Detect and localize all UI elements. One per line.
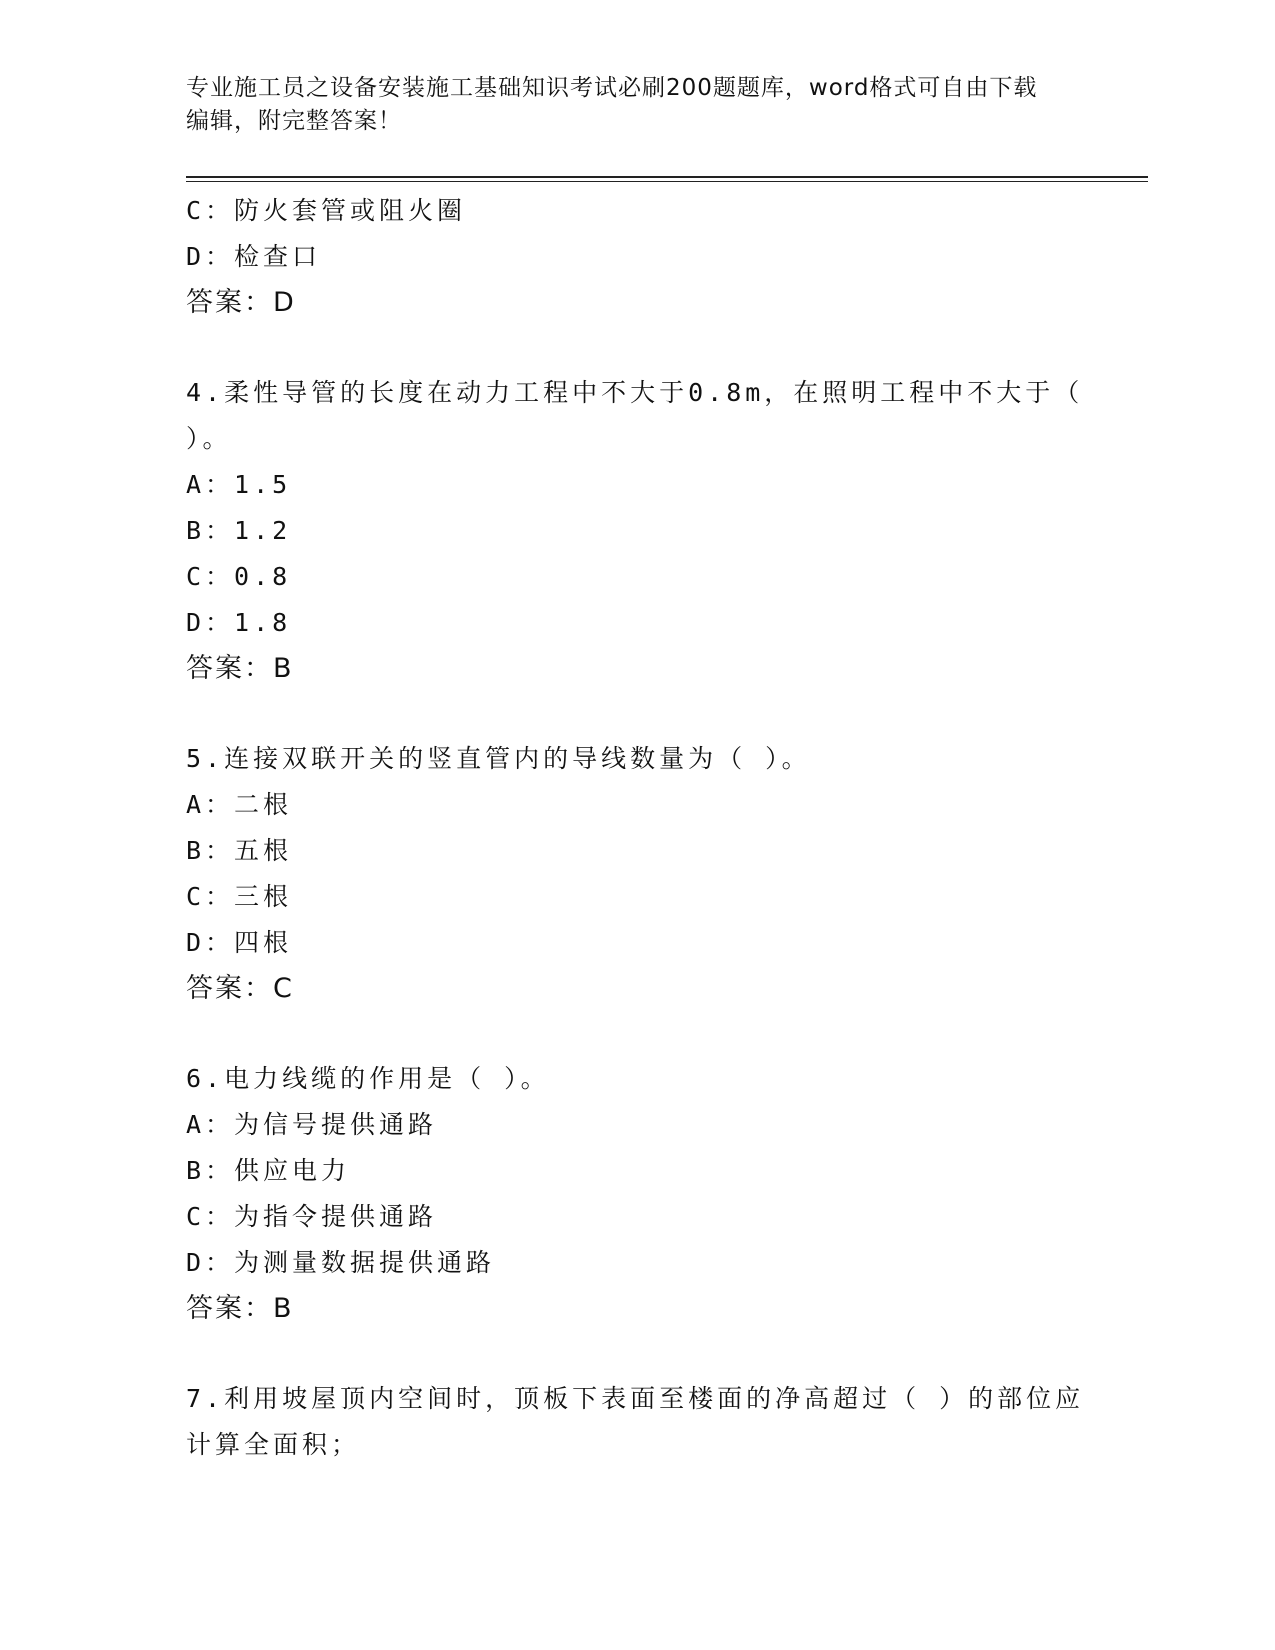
question-6	[186, 1056, 1086, 1332]
answer-line: 答案：C	[186, 973, 294, 1004]
answer-line: 答案：D	[186, 287, 296, 318]
question-stem-line: 计算全面积；	[186, 1430, 361, 1459]
option-c: C：三根	[186, 882, 293, 911]
option-c: C：防火套管或阻火圈	[186, 196, 467, 225]
option-b: B：1.2	[186, 516, 292, 545]
option-d: D：四根	[186, 928, 293, 957]
option-d: D：1.8	[186, 608, 292, 637]
question-stem-line: ）。	[186, 424, 232, 453]
spacer	[186, 326, 1086, 370]
option-a: A：为信号提供通路	[186, 1110, 438, 1139]
question-4	[186, 370, 1086, 692]
option-d: D：为测量数据提供通路	[186, 1248, 496, 1277]
option-c: C：0.8	[186, 562, 292, 591]
spacer	[186, 1012, 1086, 1056]
answer-line: 答案：B	[186, 1293, 294, 1324]
question-7	[186, 1376, 1086, 1468]
document-header	[186, 72, 1066, 138]
option-a: A：1.5	[186, 470, 292, 499]
option-a: A：二根	[186, 790, 293, 819]
header-line-1: 专业施工员之设备安装施工基础知识考试必刷200题题库，word格式可自由下载	[186, 75, 1038, 101]
spacer	[186, 1332, 1086, 1376]
option-b: B：供应电力	[186, 1156, 351, 1185]
option-c: C：为指令提供通路	[186, 1202, 438, 1231]
question-stem-line: 5.连接双联开关的竖直管内的导线数量为（ ）。	[186, 744, 811, 773]
question-5	[186, 736, 1086, 1012]
question-stem-line: 6.电力线缆的作用是（ ）。	[186, 1064, 550, 1093]
question-stem-line: 7.利用坡屋顶内空间时，顶板下表面至楼面的净高超过（ ）的部位应	[186, 1384, 1085, 1413]
question-3-continued	[186, 188, 1086, 326]
spacer	[186, 692, 1086, 736]
question-list	[186, 188, 1086, 1468]
answer-line: 答案：B	[186, 653, 294, 684]
option-d: D：检查口	[186, 242, 322, 271]
option-b: B：五根	[186, 836, 293, 865]
header-divider-thick	[186, 176, 1148, 178]
question-stem-line: 4.柔性导管的长度在动力工程中不大于0.8m，在照明工程中不大于（	[186, 378, 1084, 407]
header-divider-thin	[186, 181, 1148, 182]
header-line-2: 编辑，附完整答案！	[186, 108, 402, 134]
